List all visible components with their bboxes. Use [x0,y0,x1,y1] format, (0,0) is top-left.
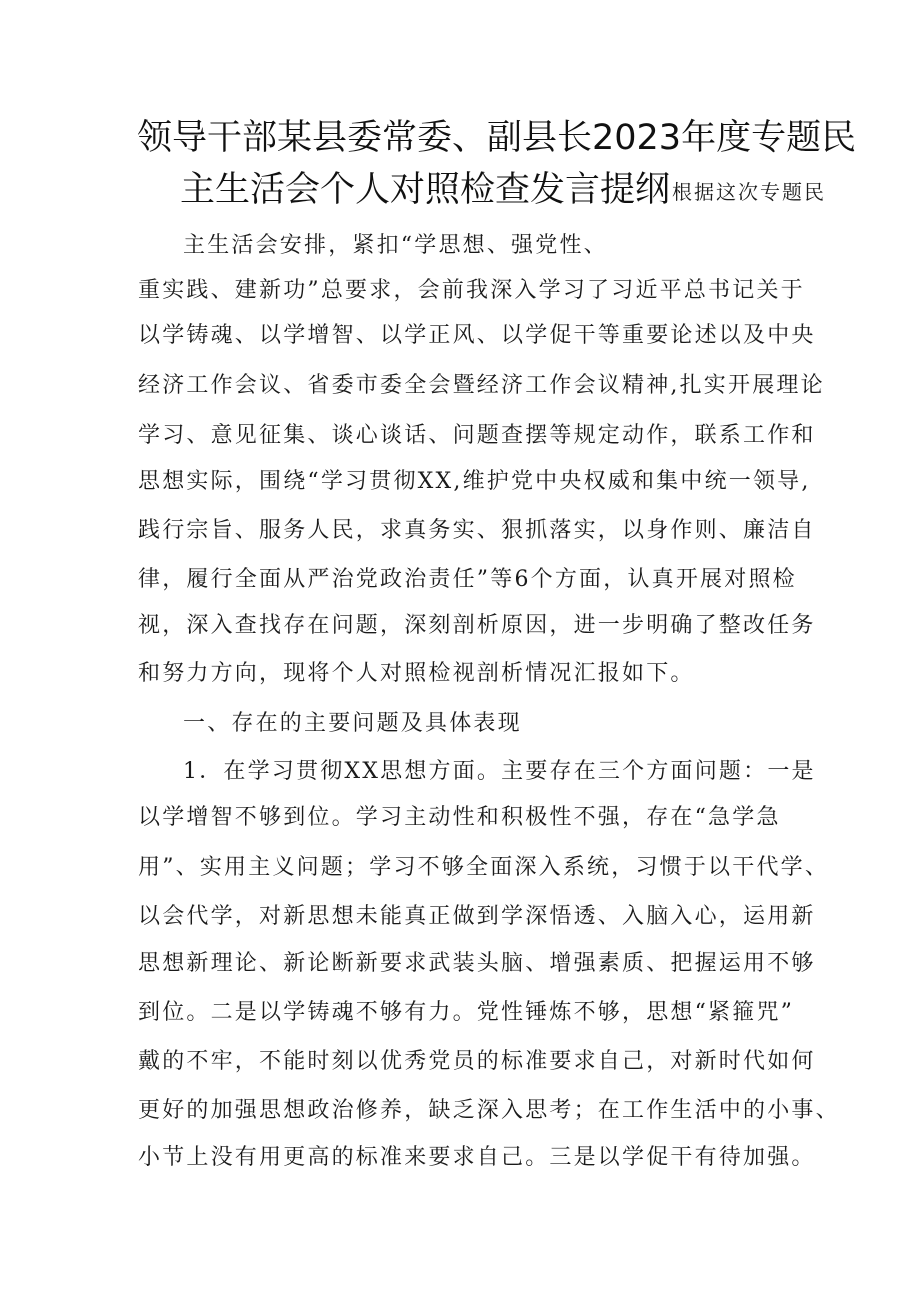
paragraph-line: 律，履行全面从严治党政治责任”等6个方面，认真开展对照检 [138,567,797,592]
document-title-line-2 [180,170,840,212]
paragraph-line: 学习、意见征集、谈心谈话、问题查摆等规定动作，联系工作和 [138,423,816,448]
paragraph-line: 和努力方向，现将个人对照检视剖析情况汇报如下。 [138,661,695,686]
paragraph-line: 到位。二是以学铸魂不够有力。党性锤炼不够，思想“紧箍咒” [138,1000,795,1025]
paragraph-line: 经济工作会议、省委市委全会暨经济工作会议精神,扎实开展理论 [138,373,825,398]
document-title-tail-text: 根据这次专题民 [672,180,827,204]
paragraph-line: 视，深入查找存在问题，深刻剖析原因，进一步明确了整改任务 [138,613,816,638]
paragraph-line: 1．在学习贯彻XX思想方面。主要存在三个方面问题：一是 [183,759,816,784]
section-heading: 一、存在的主要问题及具体表现 [183,711,522,736]
paragraph-line: 以会代学，对新思想未能真正做到学深悟透、入脑入心，运用新 [138,904,816,929]
paragraph-line: 以学铸魂、以学增智、以学正风、以学促干等重要论述以及中央 [138,323,816,348]
document-title-line-1: 领导干部某县委常委、副县长2023年度专题民 [137,118,857,158]
paragraph-line: 思想新理论、新论断新要求武装头脑、增强素质、把握运用不够 [138,951,816,976]
paragraph-line: 小节上没有用更高的标准来要求自己。三是以学促干有待加强。 [138,1145,816,1170]
paragraph-line: 重实践、建新功”总要求，会前我深入学习了习近平总书记关于 [138,278,805,303]
paragraph-line: 用”、实用主义问题；学习不够全面深入系统，习惯于以干代学、 [138,855,830,880]
paragraph-line: 戴的不牢，不能时刻以优秀党员的标准要求自己，对新时代如何 [138,1049,816,1074]
paragraph-line: 践行宗旨、服务人民，求真务实、狠抓落实，以身作则、廉洁自 [138,518,816,543]
document-title-line-2-text: 主生活会个人对照检查发言提纲 [180,170,671,210]
paragraph-line: 更好的加强思想政治修养，缺乏深入思考；在工作生活中的小事、 [138,1098,840,1123]
paragraph-line: 思想实际，围绕“学习贯彻XX,维护党中央权威和集中统一领导, [138,469,811,494]
paragraph-line: 主生活会安排，紧扣“学思想、强党性、 [183,233,608,258]
paragraph-line: 以学增智不够到位。学习主动性和积极性不强，存在“急学急 [138,805,781,830]
